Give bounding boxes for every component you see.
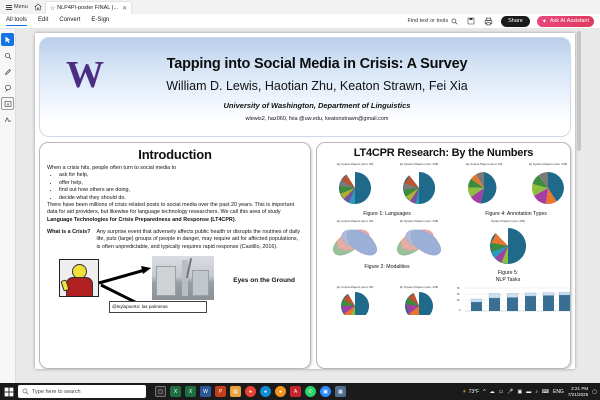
print-button[interactable]: [483, 16, 494, 27]
windows-icon: [4, 387, 14, 397]
figure-1-panel-b: [388, 162, 450, 210]
weather-temp: 73°F: [468, 388, 480, 395]
figure-2-panel-b: [388, 219, 450, 263]
svg-text:15: 15: [457, 300, 460, 303]
svg-text:0: 0: [459, 310, 461, 313]
intro-paragraph: [47, 202, 303, 224]
home-button[interactable]: [31, 0, 45, 14]
document-tab[interactable]: [45, 1, 132, 14]
excel2-icon[interactable]: X: [185, 386, 196, 397]
powerpoint-icon[interactable]: P: [215, 386, 226, 397]
uw-logo: W: [66, 54, 103, 96]
highlight-tool[interactable]: [1, 65, 14, 78]
figure-row-2: [324, 219, 563, 283]
svg-text:45: 45: [457, 288, 460, 291]
clock-time: 2:21 PM: [571, 386, 589, 392]
cursor-icon: [4, 36, 12, 44]
taskbar-search-placeholder: Type here to search: [32, 388, 81, 395]
language-indicator[interactable]: ENG: [552, 388, 564, 395]
poster-columns: [39, 142, 571, 369]
volume-icon[interactable]: ♪: [535, 388, 538, 395]
figure-3-panels: [324, 285, 450, 315]
figure-1: [324, 162, 450, 217]
weather-widget[interactable]: [462, 389, 479, 395]
tweet-caption: @leylapuerto: las palmeras: [109, 301, 207, 313]
poster-emails: wlewis2, haz060, fxia @uw.edu, keatonstrawn@gmail.com: [245, 116, 389, 122]
crisis-label: What is a Crisis?: [47, 229, 91, 235]
numbers-heading: LT4CPR Research: By the Numbers: [353, 147, 534, 159]
figure-row-3: [324, 285, 563, 315]
building-left: [156, 266, 176, 296]
battery-icon[interactable]: ▬: [526, 388, 532, 395]
menu-edit[interactable]: Edit: [38, 17, 49, 23]
poster-affiliation: University of Washington, Department of Linguistics: [223, 101, 411, 110]
list-item: • offer help,: [59, 180, 303, 187]
numbers-panel: [316, 142, 571, 369]
find-box[interactable]: [407, 18, 458, 25]
figure-2-panel-a: [324, 219, 386, 263]
system-tray: [462, 386, 597, 397]
chrome-icon[interactable]: ●: [245, 386, 256, 397]
figure-5: [453, 219, 563, 283]
venn-diagram-fig2b: [388, 223, 450, 263]
pie-chart-fig1a: [324, 166, 386, 210]
figure-2: [324, 219, 450, 283]
poster-header: [39, 37, 571, 137]
signature-tool[interactable]: [1, 113, 14, 126]
eyes-on-ground-label: Eyes on the Ground: [233, 276, 295, 284]
figure-4-panel-a: [453, 162, 515, 210]
word-icon[interactable]: W: [200, 386, 211, 397]
venn-diagram-fig2a: [324, 223, 386, 263]
clock-date: 7/21/2025: [567, 391, 589, 397]
poster-authors: William D. Lewis, Haotian Zhu, Keaton Strawn, Fei Xia: [166, 79, 468, 93]
pie-chart-fig4b: [517, 166, 571, 210]
figure-2-subtitle-a: (a) Corpus Papers (sum: 90): [336, 219, 374, 224]
pdf-viewer[interactable]: [16, 29, 600, 383]
figure-1-subtitle-a: (a) Corpus Papers (sum: 90): [336, 162, 374, 166]
menu-esign[interactable]: E-Sign: [91, 17, 110, 23]
figure-6: [453, 285, 571, 315]
figure-2-caption: Figure 2: Modalities: [364, 264, 410, 271]
microphone-icon[interactable]: 🎤: [507, 388, 514, 395]
svg-text:30: 30: [457, 294, 460, 297]
figure-4-caption: Figure 4: Annotation Types: [485, 211, 547, 217]
close-icon[interactable]: ✕: [122, 5, 128, 12]
figure-grid: [324, 162, 568, 315]
textbox-tool[interactable]: [1, 97, 14, 110]
menu-bar-right: [407, 16, 594, 27]
figure-4-panel-b: [517, 162, 571, 210]
zoom-app-icon[interactable]: ▣: [320, 386, 331, 397]
figure-4-subtitle-b: (b) System Papers (sum: 235): [528, 162, 568, 166]
network-icon[interactable]: ▭: [498, 388, 504, 395]
figure-1-panels: [324, 162, 450, 210]
text-box-icon: [4, 100, 12, 108]
pie-chart-fig3b: [388, 289, 450, 315]
pie-chart-fig5: [473, 223, 543, 269]
figure-1-subtitle-b: (b) System Papers (sum: 235): [399, 162, 439, 166]
star-icon[interactable]: ☆: [49, 5, 56, 12]
figure-3-panel-a: [324, 285, 386, 315]
share-button[interactable]: Share: [501, 16, 530, 27]
keyboard-icon[interactable]: ⌨: [541, 388, 549, 395]
figure-5-caption-line2: NLP Tasks: [495, 277, 521, 284]
eyes-on-ground-figure: [47, 255, 303, 311]
ask-ai-assistant-button[interactable]: [537, 16, 594, 27]
show-hidden-icons-icon[interactable]: ^: [483, 388, 486, 395]
adobe-app-icon[interactable]: ▦: [335, 386, 346, 397]
find-label: Find text or tools: [407, 18, 449, 24]
excel-icon[interactable]: X: [170, 386, 181, 397]
intro-paragraph-text: There have been millions of crisis related posts to social media over the past 20 years. This is important data for aid providers, but likewise for language technology researchers. We call this area of study: [47, 202, 295, 216]
figure-2-subtitle-b: (b) System Papers (sum: 235): [399, 219, 439, 224]
cartoon-body: [66, 277, 93, 297]
svg-text:A: A: [6, 101, 9, 106]
figure-1-caption: Figure 1: Languages: [363, 211, 411, 217]
figure-3-subtitle-a: (a) Corpus Papers (sum: 90): [336, 285, 374, 290]
ai-label: Ask AI Assistant: [549, 18, 589, 24]
figure-3: [324, 285, 450, 315]
figure-5-subtitle: System Papers (sum: 235): [490, 219, 526, 224]
figure-row-1: [324, 162, 568, 217]
sparkle-icon: ✦: [541, 18, 547, 25]
taskbar-search[interactable]: [18, 385, 146, 398]
edge-icon[interactable]: ●: [260, 386, 271, 397]
figure-3-panel-b: [388, 285, 450, 315]
menu-all-tools[interactable]: All tools: [6, 17, 28, 23]
zoom-tool[interactable]: [1, 49, 14, 62]
figure-4: [453, 162, 571, 217]
figure-4-subtitle-a: (a) Corpus Papers (sum: 90): [465, 162, 503, 166]
damaged-building-photo: [152, 256, 214, 300]
crisis-definition: [47, 229, 303, 251]
introduction-heading: Introduction: [138, 147, 212, 162]
comment-tool[interactable]: [1, 81, 14, 94]
task-view-icon[interactable]: ▢: [155, 386, 166, 397]
home-icon: [34, 3, 42, 11]
figure-2-panels: [324, 219, 450, 263]
magnifier-icon: [4, 52, 12, 60]
scrollbar-thumb[interactable]: [577, 31, 581, 151]
bar-chart-fig6: [453, 285, 571, 313]
menu-convert[interactable]: Convert: [59, 17, 81, 23]
start-button[interactable]: [3, 386, 15, 398]
whatsapp-icon[interactable]: ✆: [305, 386, 316, 397]
firefox-icon[interactable]: ●: [275, 386, 286, 397]
camera-icon[interactable]: ▣: [517, 388, 523, 395]
poster-page: [35, 33, 575, 369]
save-icon: [467, 17, 475, 25]
tab-title: NLP4PI-poster FINAL (...: [57, 5, 119, 11]
workspace: [0, 29, 600, 383]
select-tool[interactable]: [1, 33, 14, 46]
search-icon: [22, 388, 29, 395]
acrobat-icon[interactable]: A: [290, 386, 301, 397]
windows-taskbar: [0, 383, 600, 400]
comment-icon: [4, 84, 12, 92]
figure-5-caption-line1: Figure 5:: [497, 270, 519, 277]
print-icon: [484, 17, 493, 26]
menu-bar: [0, 14, 600, 29]
intro-bullets: [59, 172, 303, 202]
intro-paragraph-tail: .: [234, 216, 237, 223]
citizen-illustration: [59, 259, 99, 297]
tab-strip: [0, 0, 600, 14]
explorer-icon[interactable]: ▤: [230, 386, 241, 397]
intro-paragraph-bold: Language Technologies for Crisis Preparedness and Response (LT4CPR): [47, 216, 235, 223]
list-item: • decide what they should do.: [59, 195, 303, 202]
pie-chart-fig1b: [388, 166, 450, 210]
list-item: • ask for help,: [59, 172, 303, 179]
search-icon: [451, 18, 458, 25]
intro-lead: When a crisis hits, people often turn to social media to: [47, 165, 177, 171]
notifications-icon[interactable]: ▢: [592, 388, 597, 395]
menu-label: Menu: [14, 4, 28, 10]
save-button[interactable]: [465, 16, 476, 27]
figure-1-panel-a: [324, 162, 386, 210]
crisis-body: Any surprise event that adversely affects public health or disrupts the routines of daily life, puts (large) groups of people in danger, may require aid for affected populations, is often unpredictable, and typically requires rapid response (Castillo, 2016).: [96, 229, 301, 250]
left-toolbar: [0, 29, 16, 383]
onedrive-icon[interactable]: ☁: [489, 388, 495, 395]
poster-title: Tapping into Social Media in Crisis: A Survey: [166, 56, 468, 72]
taskbar-app-icons: [155, 386, 346, 397]
clock[interactable]: [568, 386, 588, 397]
list-item: • find out how others are doing,: [59, 187, 303, 194]
signature-icon: [4, 116, 12, 124]
pen-icon: [4, 68, 12, 76]
figure-4-panels: [453, 162, 571, 210]
introduction-body: [47, 165, 303, 224]
pie-chart-fig3a: [324, 289, 386, 315]
building-right: [192, 270, 209, 296]
pie-chart-fig4a: [453, 166, 515, 210]
introduction-panel: [39, 142, 311, 369]
menu-button[interactable]: [3, 4, 31, 10]
figure-3-subtitle-b: (b) System Papers (sum: 235): [399, 285, 439, 290]
weather-icon: ☀: [462, 388, 467, 395]
hamburger-icon: [6, 5, 12, 10]
